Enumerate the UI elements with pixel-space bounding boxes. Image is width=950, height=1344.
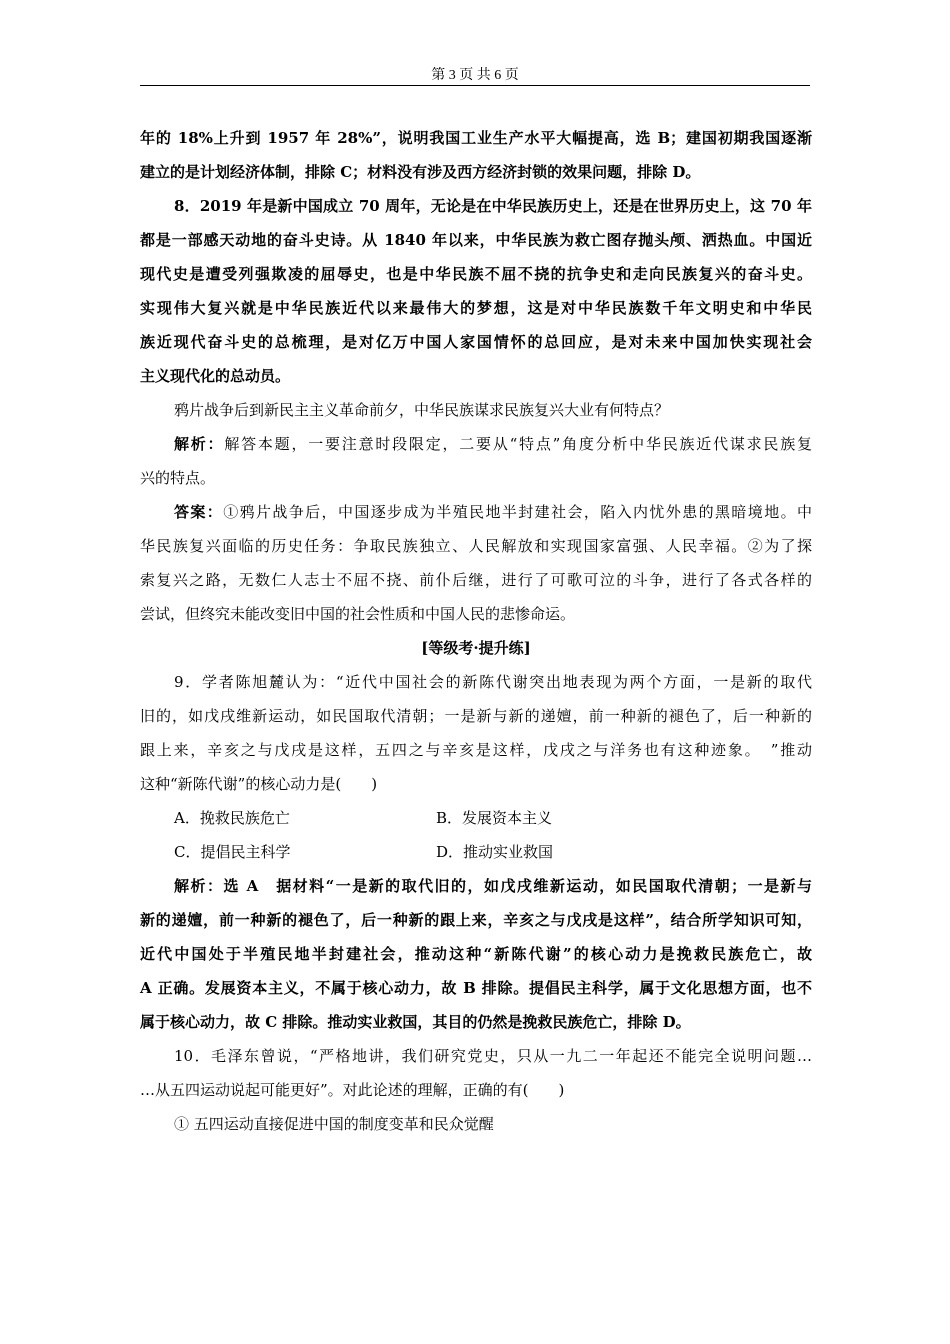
q8-question: 鸦片战争后到新民主主义革命前夕，中华民族谋求民族复兴大业有何特点？	[174, 401, 670, 419]
q8-answer-line: 尝试，但终究未能改变旧中国的社会性质和中国人民的悲惨命运。	[140, 605, 576, 623]
q9-analysis-line: 新的递嬗，前一种新的褪色了，后一种新的跟上来，辛亥之与戊戌是这样”，结合所学知识可知，	[140, 911, 812, 929]
q8-analysis-line: 兴的特点。	[140, 469, 216, 487]
q9-stem-line: 跟上来，辛亥之与戊戌是这样，五四之与辛亥是这样，戊戌之与洋务也有这种迹象。 ”推动	[140, 741, 812, 759]
q9-analysis-text: 选 A 据材料“一是新的取代旧的，如戊戌维新运动，如民国取代清朝；一是新与	[223, 877, 812, 895]
q9-option-b: B．发展资本主义	[436, 809, 553, 827]
q10-stem-line: …从五四运动说起可能更好”。对此论述的理解，正确的有( )	[140, 1081, 565, 1099]
answer-label: 答案：	[174, 503, 224, 521]
q8-answer-line	[140, 495, 812, 529]
q9-analysis-line	[140, 869, 812, 903]
page-header: 第 3 页 共 6 页	[431, 68, 519, 83]
q9-analysis-line: A 正确。发展资本主义，不属于核心动力，故 B 排除。提倡民主科学，属于文化思想方面，也不	[140, 979, 812, 997]
q9-analysis-line: 近代中国处于半殖民地半封建社会，推动这种“新陈代谢”的核心动力是挽救民族危亡，故	[140, 945, 812, 963]
page-body	[140, 121, 812, 1141]
q9-stem-line: 旧的，如戊戌维新运动，如民国取代清朝；一是新与新的递嬗，前一种新的褪色了，后一种新的	[140, 707, 812, 725]
q9-stem-line: 这种“新陈代谢”的核心动力是( )	[140, 775, 378, 793]
q8-answer-line: 索复兴之路，无数仁人志士不屈不挠、前仆后继，进行了可歌可泣的斗争，进行了各式各样的	[140, 571, 812, 589]
q7-analysis-line: 年的 18%上升到 1957 年 28%”，说明我国工业生产水平大幅提高，选 B；建国初期我国逐渐	[140, 129, 812, 147]
q7-analysis-line: 建立的是计划经济体制，排除 C；材料没有涉及西方经济封锁的效果问题，排除 D。	[140, 163, 701, 181]
q8-material-line: 实现伟大复兴就是中华民族近代以来最伟大的梦想，这是对中华民族数千年文明史和中华民	[140, 299, 812, 317]
q8-material-line: 主义现代化的总动员。	[140, 367, 291, 385]
q8-material-line: 现代史是遭受列强欺凌的屈辱史，也是中华民族不屈不挠的抗争史和走向民族复兴的奋斗史。	[140, 265, 812, 283]
analysis-label: 解析：	[174, 435, 225, 453]
q8-answer-line: 华民族复兴面临的历史任务：争取民族独立、人民解放和实现国家富强、人民幸福。②为了探	[140, 537, 812, 555]
q9-option-c: C．提倡民主科学	[174, 843, 291, 861]
q8-material-line: 族近现代奋斗史的总梳理，是对亿万中国人家国情怀的总回应，是对未来中国加快实现社会	[140, 333, 812, 351]
analysis-label: 解析：	[174, 877, 224, 895]
q8-answer-text: ①鸦片战争后，中国逐步成为半殖民地半封建社会，陷入内忧外患的黑暗境地。中	[223, 503, 812, 521]
q8-material-line: 8．2019 年是新中国成立 70 周年，无论是在中华民族历史上，还是在世界历史上，这 70 年	[174, 197, 812, 215]
q9-analysis-line: 属于核心动力，故 C 排除。推动实业救国，其目的仍然是挽救民族危亡，排除 D。	[140, 1013, 691, 1031]
q8-analysis-line	[140, 427, 812, 461]
q9-options-row	[140, 835, 812, 869]
q8-analysis-text: 解答本题，一要注意时段限定，二要从“特点”角度分析中华民族近代谋求民族复	[224, 435, 812, 453]
q9-option-d: D．推动实业救国	[436, 843, 554, 861]
q10-stem-line: 10．毛泽东曾说，“严格地讲，我们研究党史，只从一九二一年起还不能完全说明问题…	[174, 1047, 812, 1065]
header-rule	[140, 85, 810, 86]
q8-material-line: 都是一部感天动地的奋斗史诗。从 1840 年以来，中华民族为救亡图存抛头颅、洒热血。中国近	[140, 231, 812, 249]
section-title: [等级考·提升练]	[421, 639, 531, 657]
q9-option-a: A．挽救民族危亡	[174, 809, 290, 827]
q9-options-row	[140, 801, 812, 835]
q9-stem-line: 9．学者陈旭麓认为：“近代中国社会的新陈代谢突出地表现为两个方面，一是新的取代	[174, 673, 812, 691]
q10-item: ① 五四运动直接促进中国的制度变革和民众觉醒	[174, 1115, 494, 1133]
